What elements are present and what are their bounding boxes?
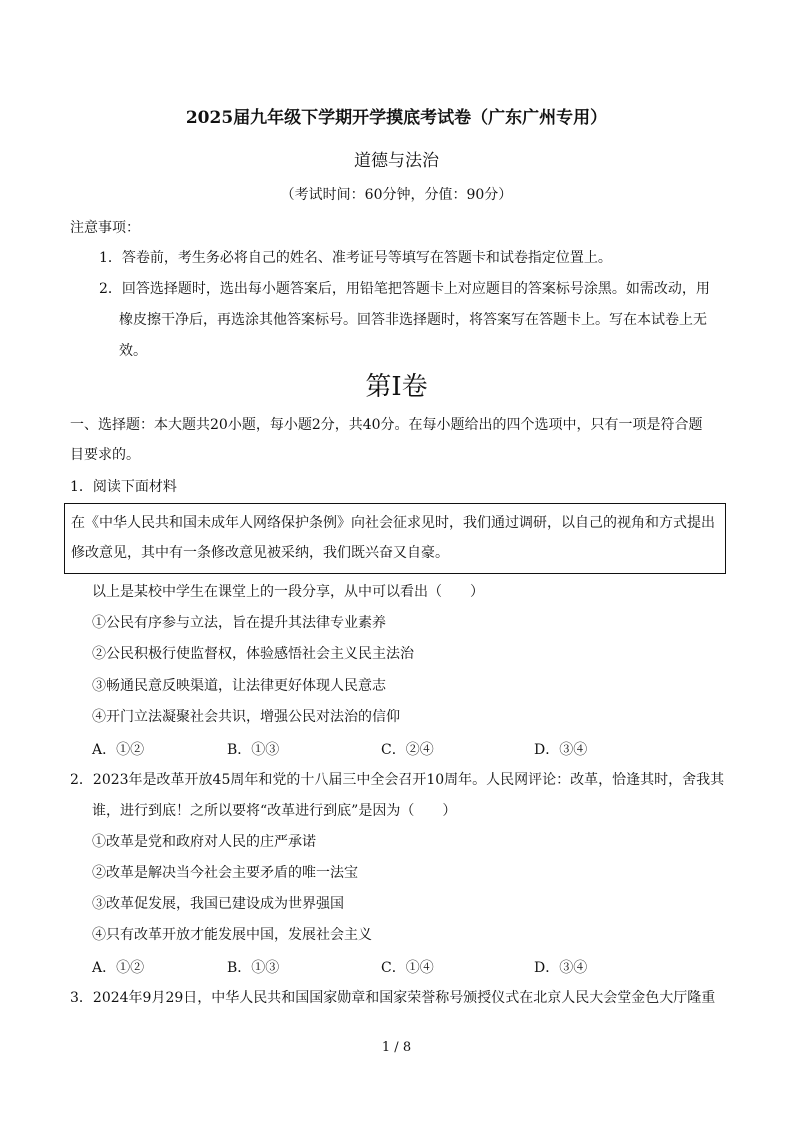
q1-option-d: D．③④ <box>534 742 588 758</box>
q1-stem: 1．阅读下面材料 <box>70 479 177 495</box>
q1-material-line-2: 修改意见，其中有一条修改意见被采纳，我们既兴奋又自豪。 <box>71 545 449 561</box>
notes-item-2-line-1: 2．回答选择题时，选出每小题答案后，用铅笔把答题卡上对应题目的答案标号涂黑。如需改动，用 <box>99 281 710 297</box>
q1-statement-3: ③畅通民意反映渠道，让法律更好体现人民意志 <box>92 678 386 694</box>
notes-item-2-line-2: 橡皮擦干净后，再选涂其他答案标号。回答非选择题时，将答案写在答题卡上。写在本试卷上无 <box>119 312 707 328</box>
q1-option-c: C．②④ <box>381 742 434 758</box>
q2-statement-1: ①改革是党和政府对人民的庄严承诺 <box>92 834 316 850</box>
volume-title: 第Ⅰ卷 <box>365 372 428 402</box>
q1-statement-4: ④开门立法凝聚社会共识，增强公民对法治的信仰 <box>92 709 400 725</box>
section-1-instructions-line-1: 一、选择题：本大题共20小题，每小题2分，共40分。在每小题给出的四个选项中，只有一项是符合题 <box>70 417 703 433</box>
notes-item-1: 1．答卷前，考生务必将自己的姓名、准考证号等填写在答题卡和试卷指定位置上。 <box>99 250 612 266</box>
q2-option-a: A．①② <box>92 960 145 976</box>
notes-label: 注意事项： <box>70 220 140 236</box>
notes-item-2-line-3: 效。 <box>119 343 147 359</box>
subject-title: 道德与法治 <box>354 151 439 171</box>
q3-stem-line-1: 3．2024年9月29日，中华人民共和国国家勋章和国家荣誉称号颁授仪式在北京人民大会堂金色大厅隆重 <box>70 990 716 1006</box>
q2-statement-4: ④只有改革开放才能发展中国，发展社会主义 <box>92 927 372 943</box>
q1-option-a: A．①② <box>92 742 145 758</box>
page-number: 1 / 8 <box>381 1040 412 1055</box>
q2-stem-line-1: 2．2023年是改革开放45周年和党的十八届三中全会召开10周年。人民网评论：改革，恰逢其时，舍我其 <box>70 772 725 788</box>
section-1-instructions-line-2: 目要求的。 <box>70 447 140 463</box>
exam-title: 2025届九年级下学期开学摸底考试卷（广东广州专用） <box>185 108 608 128</box>
q2-stem-line-2: 谁，进行到底！之所以要将“改革进行到底”是因为（ ） <box>92 803 457 819</box>
q1-question: 以上是某校中学生在课堂上的一段分享，从中可以看出（ ） <box>92 584 484 600</box>
q2-option-b: B．①③ <box>227 960 280 976</box>
q2-statement-2: ②改革是解决当今社会主要矛盾的唯一法宝 <box>92 865 358 881</box>
q1-statement-2: ②公民积极行使监督权，体验感悟社会主义民主法治 <box>92 646 414 662</box>
q2-option-d: D．③④ <box>534 960 588 976</box>
exam-time-info: （考试时间：60分钟，分值：90分） <box>280 187 513 203</box>
q2-statement-3: ③改革促发展，我国已建设成为世界强国 <box>92 896 344 912</box>
q1-statement-1: ①公民有序参与立法，旨在提升其法律专业素养 <box>92 615 386 631</box>
q2-option-c: C．①④ <box>381 960 434 976</box>
q1-material-line-1: 在《中华人民共和国未成年人网络保护条例》向社会征求见时，我们通过调研，以自己的视角和方式提出 <box>71 515 715 531</box>
q1-option-b: B．①③ <box>227 742 280 758</box>
